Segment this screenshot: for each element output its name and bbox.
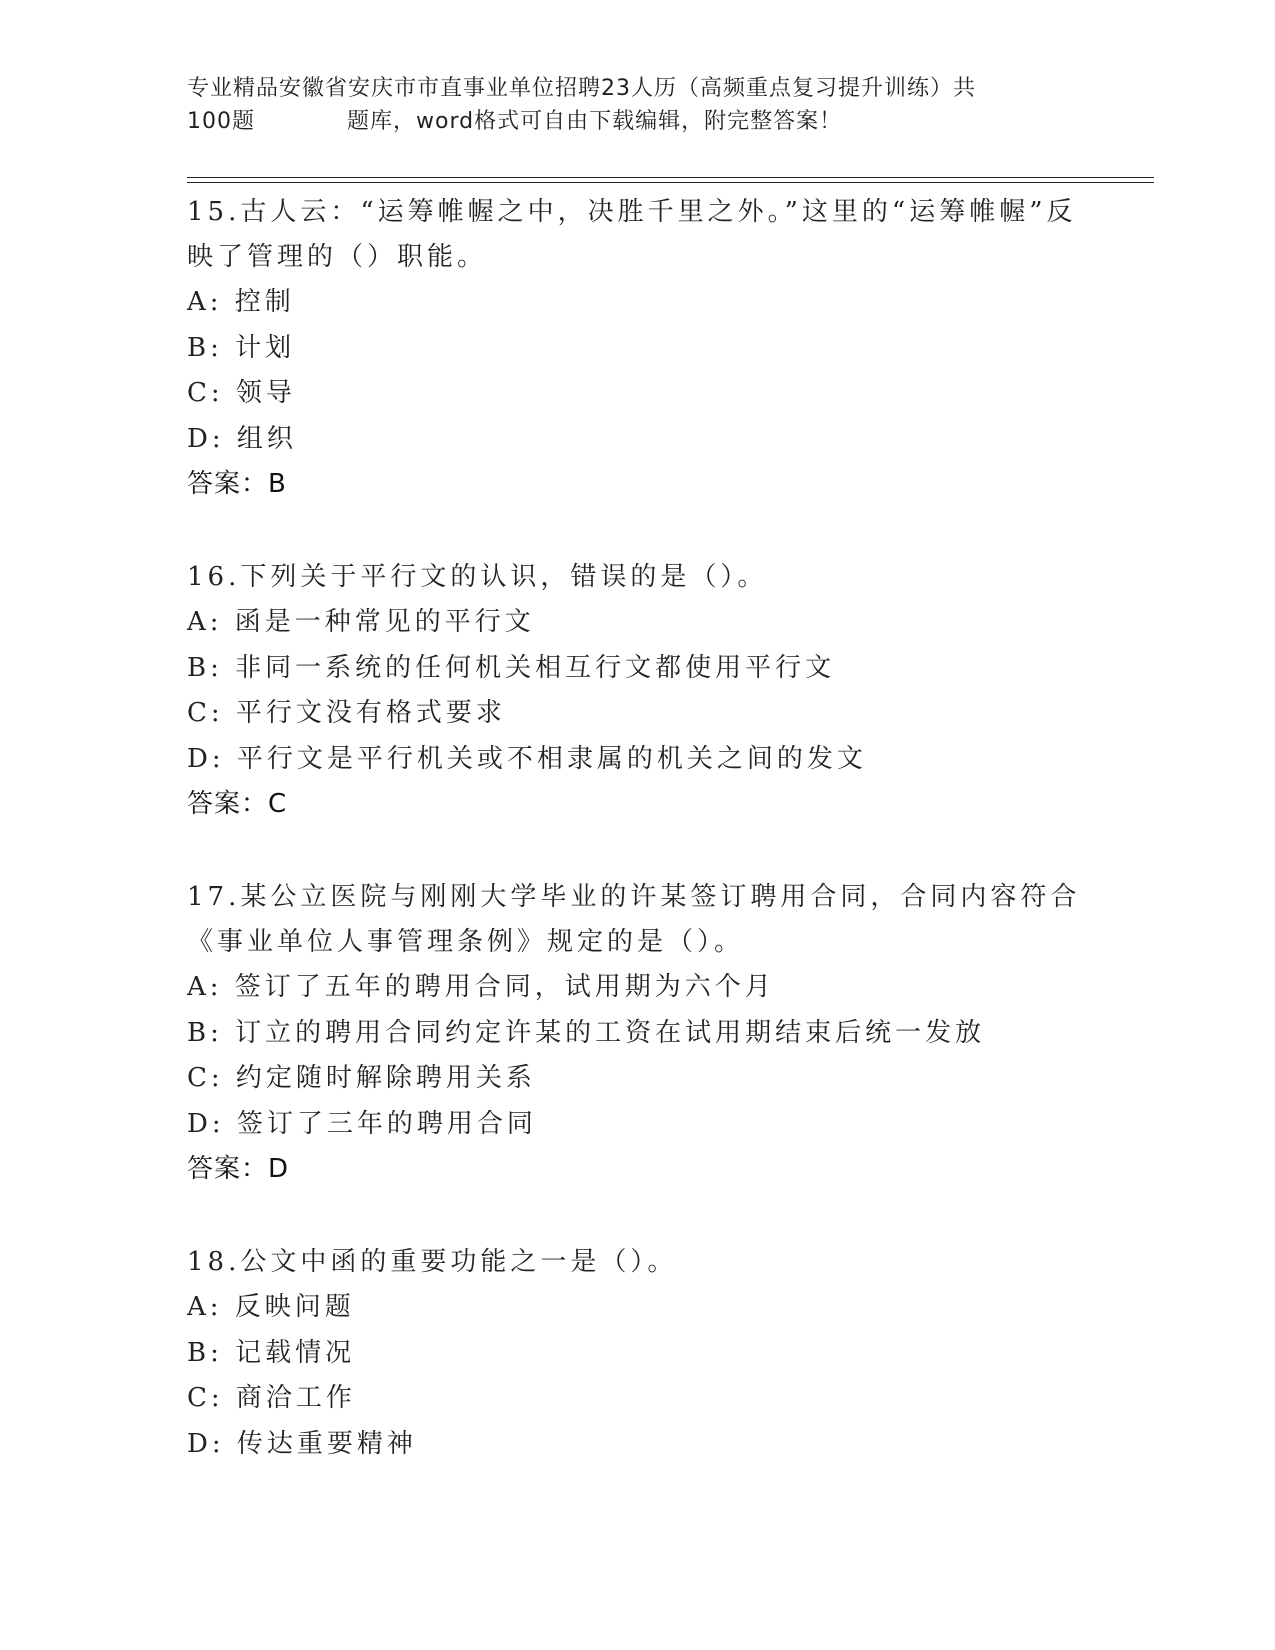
answer: 答案：B [187, 469, 287, 499]
question-stem: 16.下列关于平行文的认识，错误的是（）。 [187, 562, 768, 592]
header-divider-bottom [187, 182, 1154, 183]
option-a: A: 签订了五年的聘用合同，试用期为六个月 [187, 972, 775, 1002]
header-title-line1: 专业精品安徽省安庆市市直事业单位招聘23人历（高频重点复习提升训练）共 [187, 76, 976, 101]
option-d: D: 传达重要精神 [187, 1428, 417, 1459]
question-list [187, 190, 1087, 1515]
option-c: C: 商洽工作 [187, 1383, 356, 1413]
option-d: D: 组织 [187, 423, 297, 454]
answer: 答案：C [187, 789, 288, 819]
option-c: C: 平行文没有格式要求 [187, 698, 506, 728]
header-divider-top [187, 177, 1154, 178]
option-c: C: 约定随时解除聘用关系 [187, 1063, 536, 1093]
option-a: A: 反映问题 [187, 1292, 355, 1322]
option-b: B: 记载情况 [187, 1337, 356, 1368]
question-stem: 18.公文中函的重要功能之一是（）。 [187, 1247, 678, 1277]
question-16 [187, 555, 1087, 827]
option-a: A: 控制 [187, 287, 295, 317]
question-stem: 17.某公立医院与刚刚大学毕业的许某签订聘用合同，合同内容符合《事业单位人事管理条例》规定的是（）。 [187, 882, 1081, 957]
header-title-line2: 100题 题库，word格式可自由下载编辑，附完整答案！ [187, 109, 843, 134]
answer: 答案：D [187, 1154, 290, 1184]
question-stem: 15.古人云：“运筹帷幄之中，决胜千里之外。”这里的“运筹帷幄”反映了管理的（）职能。 [187, 197, 1077, 272]
question-18 [187, 1240, 1087, 1467]
option-d: D: 平行文是平行机关或不相隶属的机关之间的发文 [187, 743, 867, 774]
option-b: B: 计划 [187, 332, 296, 363]
option-c: C: 领导 [187, 378, 296, 408]
option-d: D: 签订了三年的聘用合同 [187, 1108, 537, 1139]
option-b: B: 订立的聘用合同约定许某的工资在试用期结束后统一发放 [187, 1017, 986, 1048]
question-17 [187, 875, 1087, 1192]
document-header [187, 72, 1087, 138]
option-a: A: 函是一种常见的平行文 [187, 607, 535, 637]
option-b: B: 非同一系统的任何机关相互行文都使用平行文 [187, 652, 836, 683]
question-15 [187, 190, 1087, 507]
